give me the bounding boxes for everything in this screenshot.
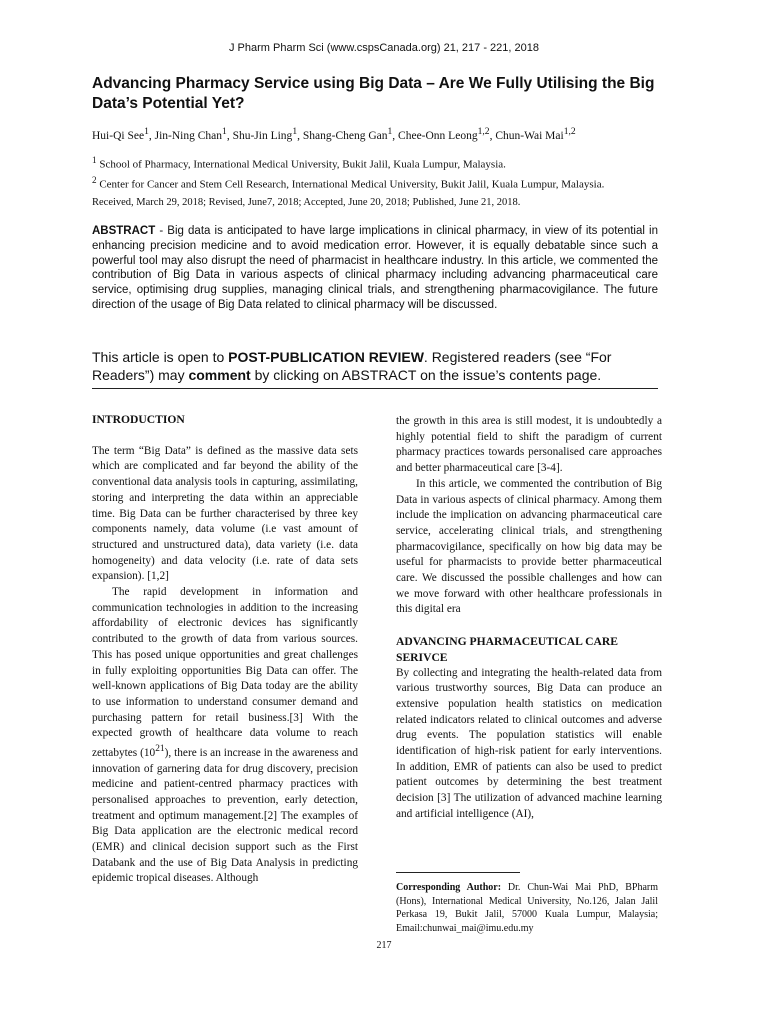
affiliations <box>92 153 682 192</box>
comment-link[interactable]: comment <box>188 367 251 383</box>
section-heading: ADVANCING PHARMACEUTICAL CARE SERIVCE <box>396 635 619 664</box>
author: Hui-Qi See$^1$ <box>92 126 149 142</box>
author-list: Hui-Qi See$^1$, Jin-Ning Chan$^1$, Shu-Jin Ling$^1$, Shang-Cheng Gan$^1$, Chee-Onn Leong$^{1,2}$, Chun-Wai Mai$^{1,2}$ <box>92 126 576 142</box>
corresponding-author-footnote: Corresponding Author: Dr. Chun-Wai Mai PhD, BPharm (Hons), International Medical University, No.126, Jalan Jalil Perkasa 19, Bukit Jalil, 57000 Kuala Lumpur, Malaysia; Email:chunwai_mai@imu.edu.my <box>396 882 658 934</box>
author: Shang-Cheng Gan$^1$ <box>302 126 393 142</box>
abstract: ABSTRACT - Big data is anticipated to have large implications in clinical pharmacy, in view of its potential in enhancing precision medicine and to avoid medication error. However, it is equally debatable since such a powerful tool may also disrupt the need of pharmacist in healthcare industry. In this article, we commented the contribution of Big Data in various aspects of clinical pharmacy including advancing pharmaceutical care service, optimising drug supplies, managing clinical trials, and strengthening pharmacovigilance. The future direction of the usage of Big Data related to clinical pharmacy will be discussed. <box>92 225 658 311</box>
affiliation: $^1$ School of Pharmacy, International Medical University, Bukit Jalil, Kuala Lumpur, Malaysia. <box>92 155 506 171</box>
author: Shu-Jin Ling$^1$ <box>232 126 298 142</box>
article-title: Advancing Pharmacy Service using Big Data – Are We Fully Utilising the Big Data’s Potential Yet? <box>92 75 655 112</box>
footnote-divider <box>396 872 520 873</box>
paragraph: By collecting and integrating the health-related data from various trustworthy sources, Big Data can produce an extensive population health statistics on medication related indicators related to clinical outcomes and adverse drug events. The population statistics will enable identification of high-risk patient for early interventions. In addition, EMR of patients can also be used to predict patient outcomes by determining the best treatment decision [3] The utilization of advanced machine learning and artificial intelligence (AI), <box>396 666 662 820</box>
affiliation: $^2$ Center for Cancer and Stem Cell Research, International Medical University, Bukit Jalil, Kuala Lumpur, Malaysia. <box>92 174 605 191</box>
article-dates: Received, March 29, 2018; Revised, June7, 2018; Accepted, June 20, 2018; Published, June 21, 2018. <box>92 197 521 208</box>
left-column <box>92 412 358 887</box>
right-column <box>396 414 662 823</box>
author: Jin-Ning Chan$^1$ <box>154 126 227 142</box>
paragraph: In this article, we commented the contribution of Big Data in various aspects of clinical pharmacy. Among them include the implication on advancing pharmaceutical care service, accelerating clinical trials, and strengthening pharmacovigilance, specifically on how big data may be useful for pharmacists to provide better pharmaceutical care. We discussed the possible challenges and how can we move forward with other healthcare professionals in this digital era <box>396 477 662 616</box>
review-notice: This article is open to POST-PUBLICATION REVIEW. Registered readers (see “For Readers”) may comment by clicking on ABSTRACT on the issue’s contents page. <box>92 349 612 383</box>
paragraph: The rapid development in information and communication technologies in addition to the increasing affordability of electronic devices has significantly contributed to the growth of data from various sources. This has posed unique opportunities and great challenges in fully exploiting opportunities Big Data can offer. The well-known applications of Big Data today are the ability to use information to understand consumer demand and purchasing pattern for retail business.[3] With the expected growth of healthcare data volume to reach zettabytes $(10^{21})$, there is an increase in the awareness and innovation of garnering data for drug discovery, precision medicine and patient-centred pharmacy practices with personalised approaches to prevention, early detection, treatment and optimum management.[2] The examples of Big Data application are the electronic medical record (EMR) and clinical decision support such as the First Databank and the use of Big Data Analysis in predicting epidemic tropical diseases. Although <box>92 586 358 885</box>
abstract-label[interactable]: ABSTRACT <box>92 225 156 237</box>
page-number: 217 <box>376 940 392 951</box>
running-header: J Pharm Pharm Sci (www.cspsCanada.org) 21, 217 - 221, 2018 <box>229 42 539 54</box>
divider <box>92 388 658 389</box>
paragraph: the growth in this area is still modest, it is undoubtedly a highly potential field to shift the paradigm of current pharmacy practices towards personalised care approaches and better pharmaceutical care [3-4]. <box>396 415 662 475</box>
author: Chee-Onn Leong$^{1,2}$ <box>398 126 490 142</box>
paragraph: The term “Big Data” is defined as the massive data sets which are complicated and far beyond the ability of the conventional data analysis tools in capturing, assimilating, storing and interpreting the data within an appreciable time. Big Data can be further characterised by three key components namely, data volume (i.e vast amount of structured and unstructured data), data variety (i.e. data homogeneity) and data velocity (i.e. rate of data sets expansion). [1,2] <box>92 444 358 583</box>
section-heading: INTRODUCTION <box>92 413 185 426</box>
author: Chun-Wai Mai$^{1,2}$ <box>495 126 576 142</box>
